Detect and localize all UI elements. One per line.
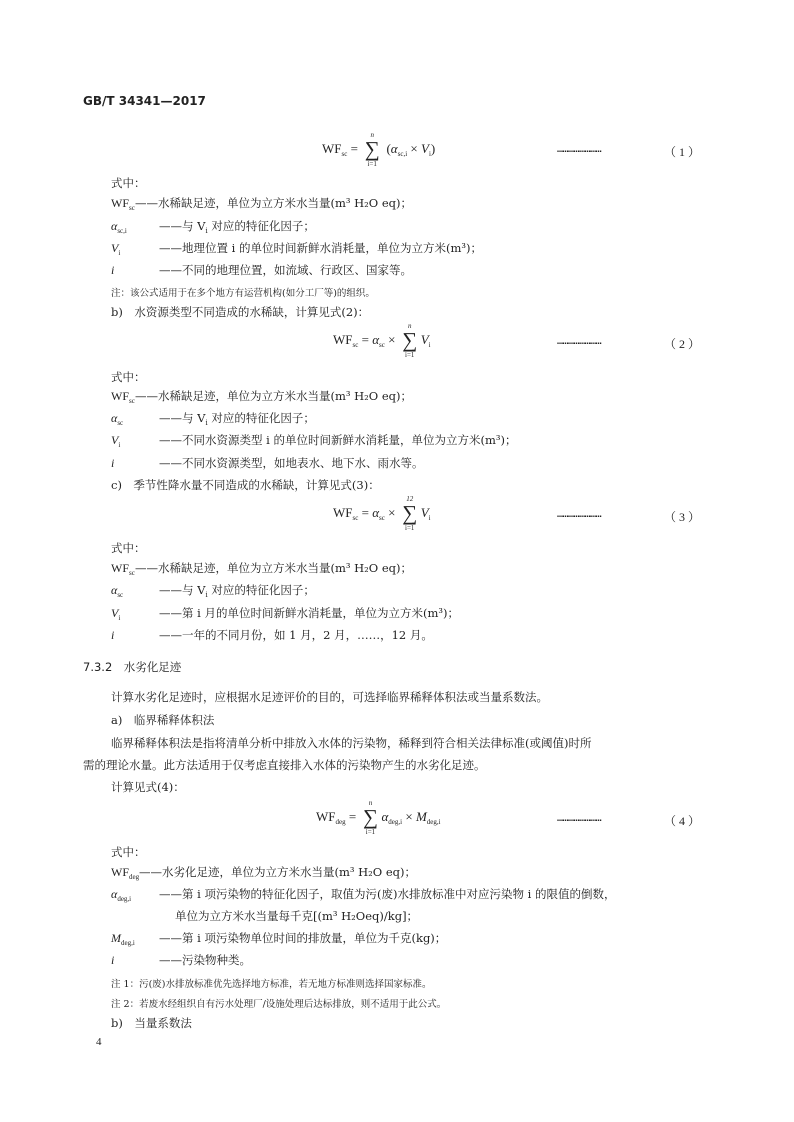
- def-3-4: i ——一年的不同月份，如 1 月，2 月，……，12 月。: [111, 628, 433, 642]
- page-number: 4: [96, 1036, 102, 1048]
- def-1-4: i ——不同的地理位置，如流域、行政区、国家等。: [111, 263, 412, 277]
- def-1-1: $WF_{sc}——$水稀缺足迹，单位为立方米水当量(m³ H₂O eq)；: [111, 196, 413, 212]
- note-4-1: 注 1：污(废)水排放标准优先选择地方标准，若无地方标准则选择国家标准。: [111, 979, 432, 990]
- def-3-3: $V_i$ ——第 i 月的单位时间新鲜水消耗量，单位为立方米(m³)；: [111, 606, 459, 622]
- equation-4-leader: ……………………: [557, 813, 602, 824]
- def-4-4: i ——污染物种类。: [111, 953, 251, 967]
- note-1: 注：该公式适用于在多个地方有运营机构(如分工厂等)的组织。: [111, 288, 375, 299]
- equation-4-number: （ 4 ）: [664, 814, 701, 828]
- equation-4: $WF_{deg}$ = n ∑ i=1 $\alpha_{deg,i} \times M_{deg,i}$: [316, 799, 441, 836]
- equation-2: $WF_{sc} = \alpha_{sc}$ × n ∑ i=1 $V_i$: [333, 322, 431, 359]
- equation-1: $WF_{sc}$ = n ∑ i=1 $(\alpha_{sc,i} \times V_i)$: [322, 131, 436, 168]
- section-heading: 7.3.2 水劣化足迹: [83, 660, 182, 674]
- where-label-2: 式中：: [111, 370, 146, 384]
- item-c: c) 季节性降水量不同造成的水稀缺，计算见式(3)：: [111, 478, 380, 492]
- def-2-2: $\alpha_{sc}$ ——与 $V_i$ 对应的特征化因子；: [111, 411, 315, 427]
- equation-3-leader: ……………………: [557, 509, 602, 520]
- equation-1-leader: ……………………: [557, 144, 602, 155]
- item-b2: b) 当量系数法: [111, 1016, 192, 1030]
- where-label-1: 式中：: [111, 176, 146, 190]
- def-2-4: i ——不同水资源类型，如地表水、地下水、雨水等。: [111, 456, 424, 470]
- item-a: a) 临界稀释体积法: [111, 713, 215, 727]
- paragraph-1: 计算水劣化足迹时，应根据水足迹评价的目的，可选择临界稀释体积法或当量系数法。: [111, 690, 548, 704]
- equation-3: $WF_{sc} = \alpha_{sc}$ × 12 ∑ i=1 $V_i$: [333, 495, 431, 532]
- def-4-2-cont: 单位为立方米水当量每千克[(m³ H₂Oeq)/kg]；: [175, 909, 419, 923]
- equation-2-leader: ……………………: [557, 336, 602, 347]
- def-2-1: $WF_{sc}——$水稀缺足迹，单位为立方米水当量(m³ H₂O eq)；: [111, 389, 413, 405]
- def-1-2: $\alpha_{sc,i}$ ——与 $V_i$ 对应的特征化因子；: [111, 219, 315, 235]
- document-header: GB/T 34341—2017: [83, 94, 206, 108]
- def-4-2: $\alpha_{deg,i}$ ——第 i 项污染物的特征化因子，取值为污(废)水排放标准中对应污染物 i 的限值的倒数，: [111, 887, 616, 903]
- note-4-2: 注 2：若废水经组织自有污水处理厂/设施处理后达标排放，则不适用于此公式。: [111, 999, 447, 1010]
- where-label-4: 式中：: [111, 845, 146, 859]
- paragraph-2-line-2: 需的理论水量。此方法适用于仅考虑直接排入水体的污染物产生的水劣化足迹。: [83, 758, 486, 772]
- equation-1-number: （ 1 ）: [664, 145, 701, 159]
- equation-2-number: （ 2 ）: [664, 337, 701, 351]
- equation-3-number: （ 3 ）: [664, 510, 701, 524]
- paragraph-3: 计算见式(4)：: [111, 780, 185, 794]
- def-1-3: $V_i$ ——地理位置 i 的单位时间新鲜水消耗量，单位为立方米(m³)；: [111, 241, 482, 257]
- def-3-2: $\alpha_{sc}$ ——与 $V_i$ 对应的特征化因子；: [111, 583, 315, 599]
- def-2-3: $V_i$ ——不同水资源类型 i 的单位时间新鲜水消耗量，单位为立方米(m³)；: [111, 433, 517, 449]
- def-4-1: $WF_{deg}——$水劣化足迹，单位为立方米水当量(m³ H₂O eq)；: [111, 865, 417, 881]
- def-4-3: $M_{deg,i}$ ——第 i 项污染物单位时间的排放量，单位为千克(kg)；: [111, 931, 447, 947]
- where-label-3: 式中：: [111, 541, 146, 555]
- def-3-1: $WF_{sc}——$水稀缺足迹，单位为立方米水当量(m³ H₂O eq)；: [111, 561, 413, 577]
- item-b: b) 水资源类型不同造成的水稀缺，计算见式(2)：: [111, 305, 370, 319]
- paragraph-2-line-1: 临界稀释体积法是指将清单分析中排放入水体的污染物，稀释到符合相关法律标准(或阈值)时所: [111, 736, 592, 750]
